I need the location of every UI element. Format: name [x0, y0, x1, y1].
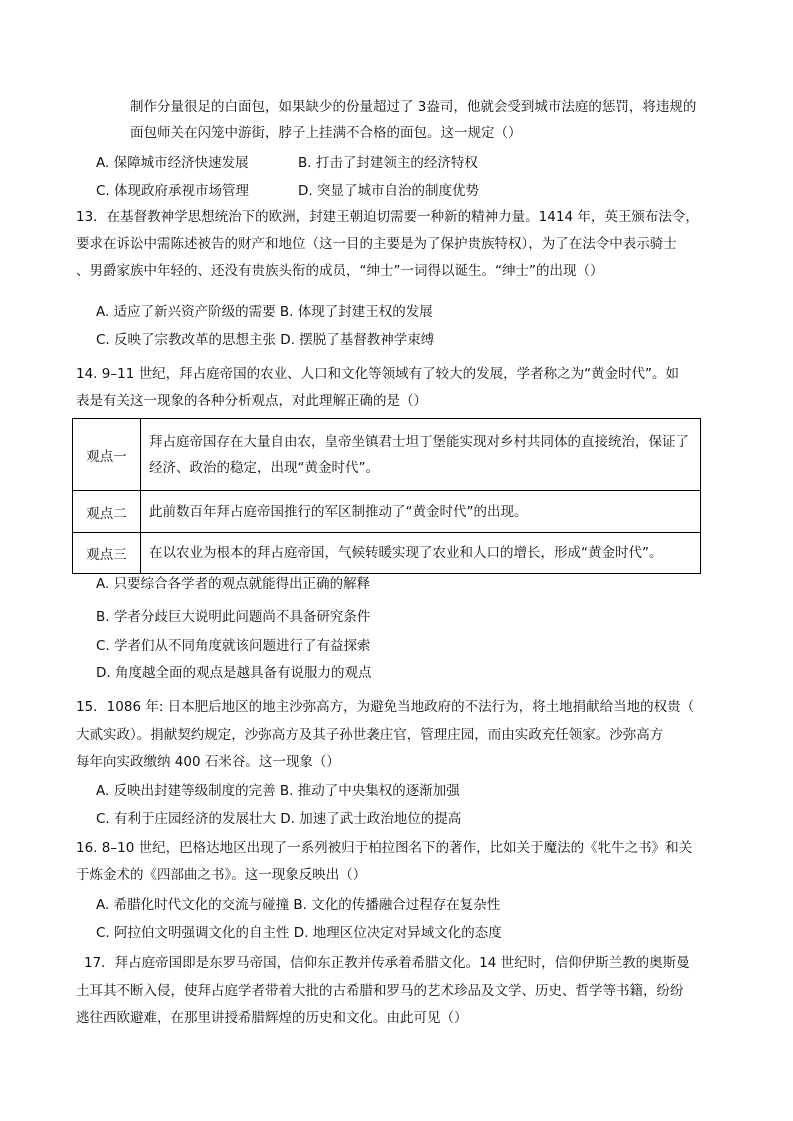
q14-option-c: C. 学者们从不同角度就该问题进行了有益探索 — [96, 638, 371, 654]
q14-option-a: A. 只要综合各学者的观点就能得出正确的解释 — [96, 576, 371, 592]
q17-stem-line-2: 土耳其不断入侵，使拜占庭学者带着大批的古希腊和罗马的艺术珍品及文学、历史、哲学等书籍，纷纷 — [76, 983, 684, 999]
q15-options-cd: C. 有利于庄园经济的发展壮大 D. 加速了武士政治地位的提高 — [96, 811, 462, 827]
q12-option-a: A. 保障城市经济快速发展 — [96, 155, 249, 171]
viewpoint-text: 在以农业为根本的拜占庭帝国，气候转暖实现了农业和人口的增长，形成“黄金时代”。 — [149, 545, 663, 561]
viewpoint-row-1 — [73, 419, 700, 491]
q15-stem-line-2: 大贰实政）。捐献契约规定，沙弥高方及其子孙世袭庄官，管理庄园，而由实政充任领家。沙弥高方 — [76, 727, 664, 743]
q13-options-cd: C. 反映了宗教改革的思想主张 D. 摆脱了基督教神学束缚 — [96, 332, 435, 348]
q12-option-d: D. 突显了城市自治的制度优势 — [298, 183, 479, 199]
q17-stem-line-1: 17．拜占庭帝国即是东罗马帝国，信仰东正教并传承着希腊文化。14 世纪时，信仰伊斯兰教的奥斯曼 — [84, 955, 690, 971]
viewpoint-label: 观点一 — [73, 419, 141, 490]
q13-stem-line-2: 要求在诉讼中需陈述被告的财产和地位（这一目的主要是为了保护贵族特权），为了在法令中表示骑士 — [76, 236, 677, 252]
q16-options-ab: A. 希腊化时代文化的交流与碰撞 B. 文化的传播融合过程存在复杂性 — [96, 897, 501, 913]
q16-stem-line-2: 于炼金术的《四部曲之书》。这一现象反映出（） — [76, 867, 367, 883]
viewpoint-row-2 — [73, 491, 700, 533]
q13-stem-line-3: 、男爵家族中年轻的、还没有贵族头衔的成员，“绅士”一词得以诞生。“绅士”的出现（） — [76, 263, 604, 279]
q12-stem-line-1: 制作分量很足的白面包，如果缺少的份量超过了 3盎司，他就会受到城市法庭的惩罚，将违规的 — [130, 99, 697, 115]
viewpoint-table — [72, 418, 701, 574]
viewpoint-text: 此前数百年拜占庭帝国推行的军区制推动了“黄金时代”的出现。 — [149, 504, 528, 520]
viewpoint-text: 拜占庭帝国存在大量自由农，皇帝坐镇君士坦丁堡能实现对乡村共同体的直接统治，保证了经济、政治的稳定，出现“黄金时代”。 — [149, 434, 689, 476]
q12-stem-line-2: 面包师关在闪笼中游街，脖子上挂满不合格的面包。这一规定（） — [130, 125, 522, 141]
viewpoint-label: 观点二 — [73, 491, 141, 532]
q14-option-d: D. 角度越全面的观点是越具备有说服力的观点 — [96, 665, 372, 681]
q14-option-b: B. 学者分歧巨大说明此问题尚不具备研究条件 — [96, 609, 371, 625]
q13-options-ab: A. 适应了新兴资产阶级的需要 B. 体现了封建王权的发展 — [96, 304, 433, 320]
viewpoint-row-3 — [73, 533, 700, 573]
q15-stem-line-1: 15．1086 年: 日本肥后地区的地主沙弥高方，为避免当地政府的不法行为，将土地捐献给当地的权贵（ — [76, 699, 695, 715]
q15-stem-line-3: 每年向实政缴纳 400 石米谷。这一现象（） — [76, 754, 340, 770]
q16-stem-line-1: 16. 8–10 世纪，巴格达地区出现了一系列被归于柏拉图名下的著作，比如关于魔法的《牝牛之书》和关 — [76, 840, 693, 856]
q14-stem-line-1: 14. 9–11 世纪，拜占庭帝国的农业、人口和文化等领域有了较大的发展，学者称之为“黄金时代”。如 — [76, 366, 680, 382]
q13-stem-line-1: 13．在基督教神学思想统治下的欧洲，封建王朝迫切需要一种新的精神力量。1414 年，英王颁布法令， — [76, 209, 699, 225]
viewpoint-label: 观点三 — [73, 533, 141, 573]
q15-options-ab: A. 反映出封建等级制度的完善 B. 推动了中央集权的逐渐加强 — [96, 783, 460, 799]
q14-stem-line-2: 表是有关这一现象的各种分析观点，对此理解正确的是（） — [76, 393, 427, 409]
q16-options-cd: C. 阿拉伯文明强调文化的自主性 D. 地理区位决定对异域文化的态度 — [96, 925, 502, 941]
q12-option-b: B. 打击了封建领主的经济特权 — [298, 155, 478, 171]
q12-option-c: C. 体现政府承视市场管理 — [96, 183, 250, 199]
q17-stem-line-3: 逃往西欧避难，在那里讲授希腊辉煌的历史和文化。由此可见（） — [76, 1010, 468, 1026]
